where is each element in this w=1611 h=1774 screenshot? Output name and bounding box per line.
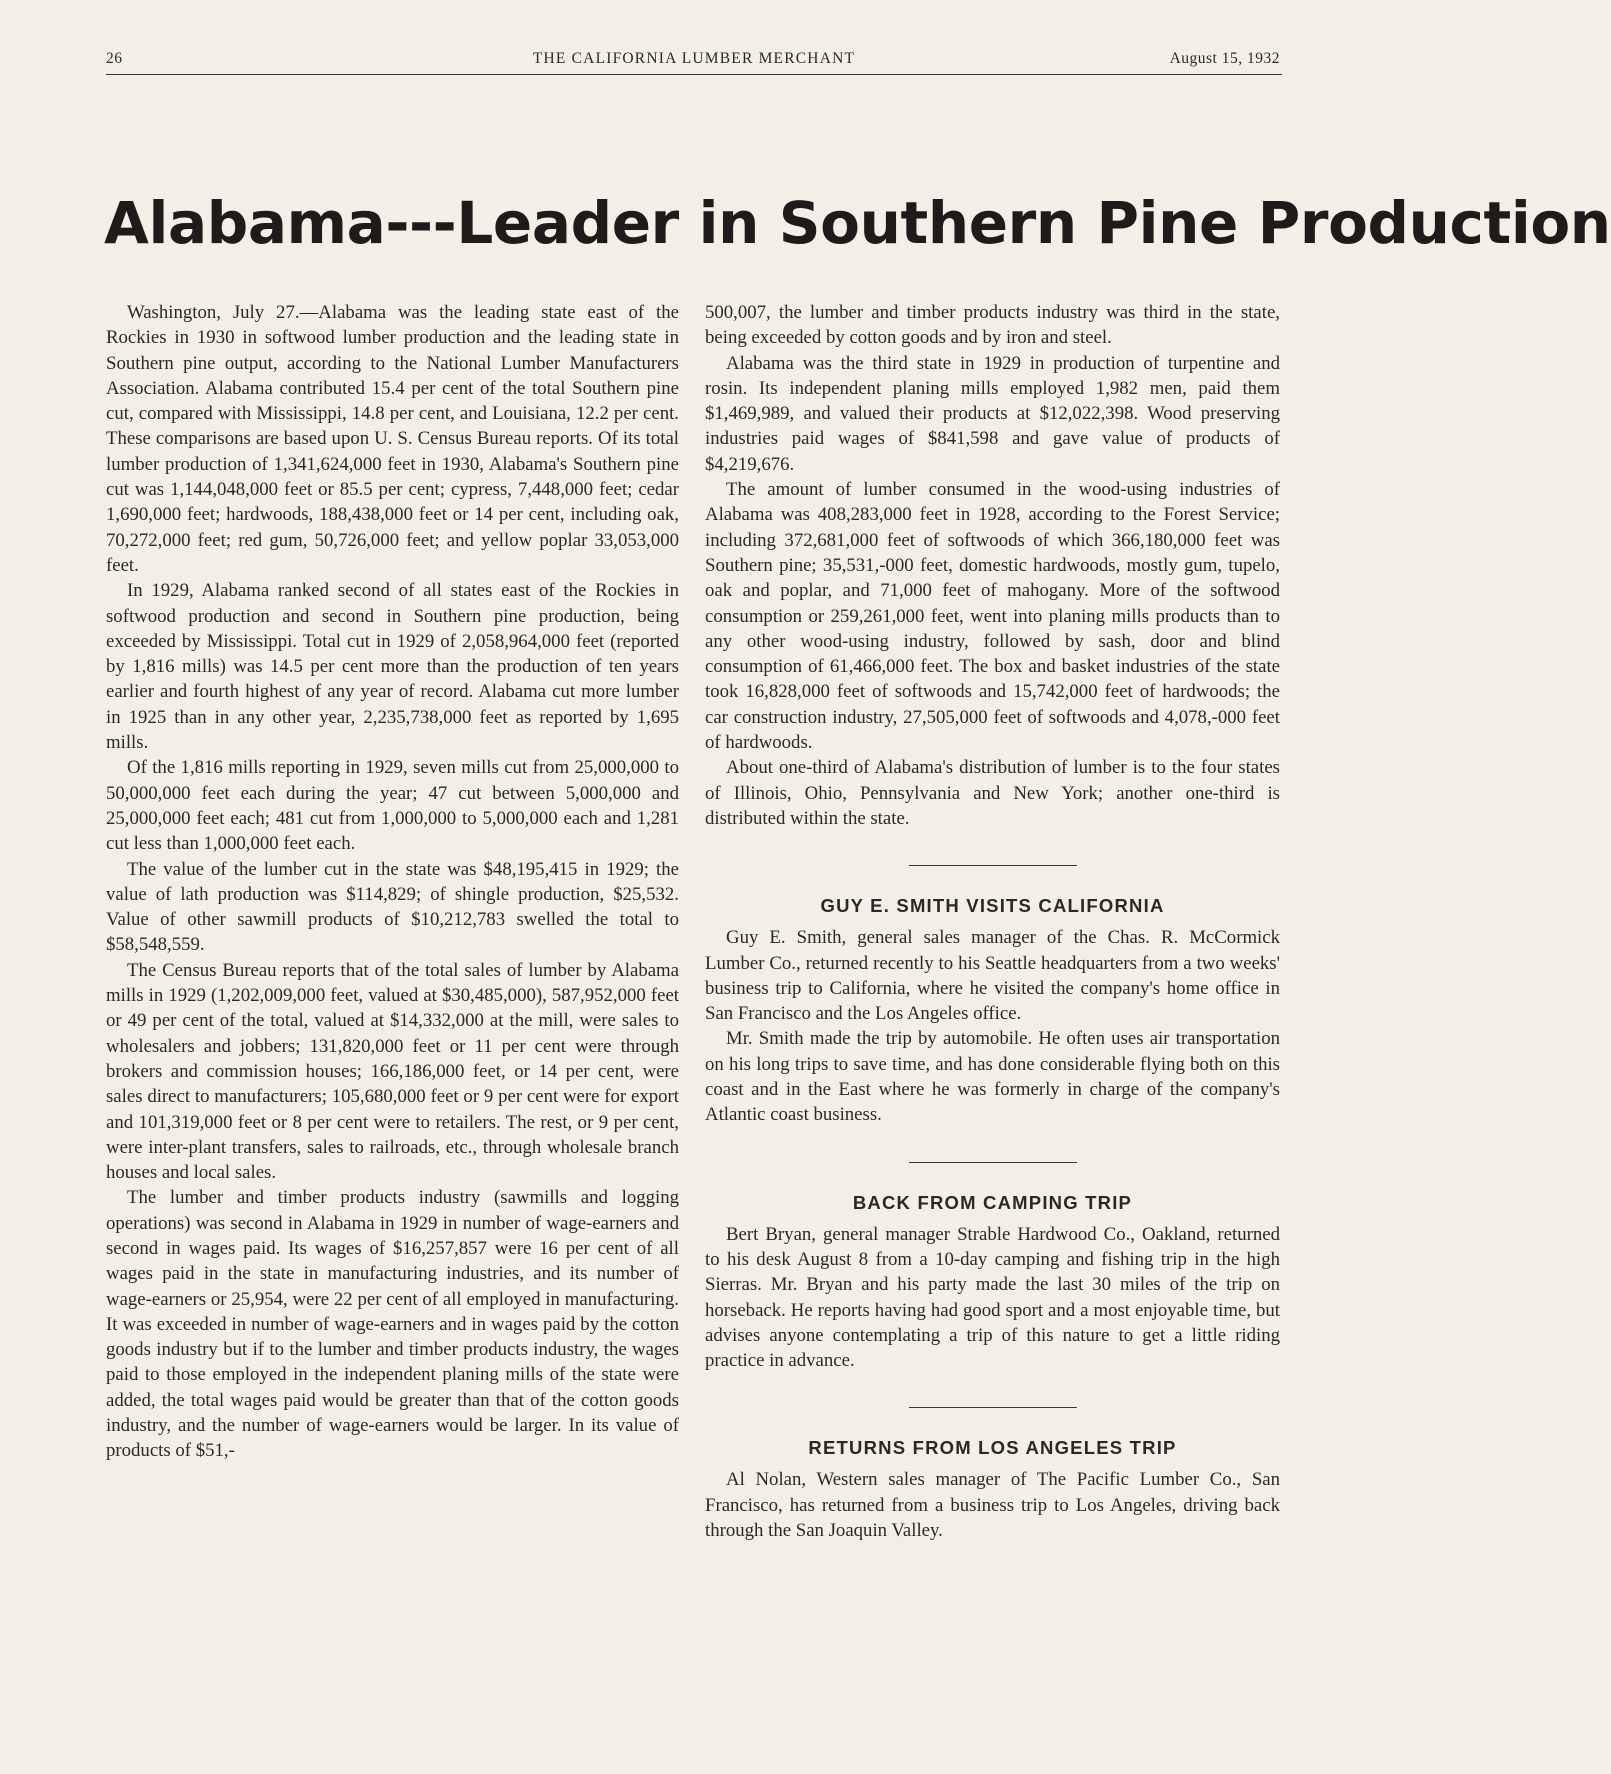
page-header xyxy=(106,50,1282,75)
right-column xyxy=(705,300,1280,1543)
issue-date: August 15, 1932 xyxy=(1169,50,1280,67)
article-continuation: 500,007, the lumber and timber products industry was third in the state, being exceeded by cotton goods and by iron and steel. xyxy=(705,302,1280,349)
section-divider xyxy=(909,1162,1077,1163)
item-heading-smith: GUY E. SMITH VISITS CALIFORNIA xyxy=(820,895,1165,917)
article-paragraph: The Census Bureau reports that of the total sales of lumber by Alabama mills in 1929 (1,202,009,000 feet, valued at $30,485,000), 587,952,000 feet or 49 per cent of the total, valued at $14,332,000 at the mill, were sales to wholesalers and jobbers; 131,820,000 feet or 11 per cent were through brokers and commission houses; 166,186,000 feet, or 14 per cent, were sales direct to manufacturers; 105,680,000 feet or 9 per cent were for export and 101,319,000 feet or 8 per cent were to retailers. The rest, or 9 per cent, were inter-plant transfers, sales to railroads, etc., through wholesale branch houses and local sales. xyxy=(106,959,679,1184)
article-paragraph: In 1929, Alabama ranked second of all states east of the Rockies in softwood production and second in Southern pine production, being exceeded by Mississippi. Total cut in 1929 of 2,058,964,000 feet (reported by 1,816 mills) was 14.5 per cent more than the production of ten years earlier and fourth highest of any year of record. Alabama cut more lumber in 1925 than in any other year, 2,235,738,000 feet as reported by 1,695 mills. xyxy=(106,580,679,754)
item-heading-los-angeles: RETURNS FROM LOS ANGELES TRIP xyxy=(808,1437,1177,1459)
item-paragraph: Guy E. Smith, general sales manager of the Chas. R. McCormick Lumber Co., returned recently to his Seattle headquarters from a two weeks' business trip to California, where he visited the company's home office in San Francisco and the Los Angeles office. xyxy=(705,927,1280,1025)
article-paragraph: The value of the lumber cut in the state was $48,195,415 in 1929; the value of lath production was $114,829; of shingle production, $25,532. Value of other sawmill products of $10,212,783 swelled the total to $58,548,559. xyxy=(106,858,679,956)
item-paragraph: Mr. Smith made the trip by automobile. He often uses air transportation on his long trips to save time, and has done considerable flying both on this coast and in the East where he was formerly in charge of the company's Atlantic coast business. xyxy=(705,1028,1280,1126)
article-paragraph: Washington, July 27.—Alabama was the leading state east of the Rockies in 1930 in softwood lumber production and the leading state in Southern pine output, according to the National Lumber Manufacturers Association. Alabama contributed 15.4 per cent of the total Southern pine cut, compared with Mississippi, 14.8 per cent, and Louisiana, 12.2 per cent. These comparisons are based upon U. S. Census Bureau reports. Of its total lumber production of 1,341,624,000 feet in 1930, Alabama's Southern pine cut was 1,144,048,000 feet or 85.5 per cent; cypress, 7,448,000 feet; cedar 1,690,000 feet; hardwoods, 188,438,000 feet or 14 per cent, including oak, 70,272,000 feet; red gum, 50,726,000 feet; and yellow poplar 33,053,000 feet. xyxy=(106,302,679,576)
article-paragraph: About one-third of Alabama's distribution of lumber is to the four states of Illinois, Ohio, Pennsylvania and New York; another one-third is distributed within the state. xyxy=(705,757,1280,829)
article-paragraph: The amount of lumber consumed in the wood-using industries of Alabama was 408,283,000 feet in 1928, according to the Forest Service; including 372,681,000 feet of softwoods of which 366,180,000 feet was Southern pine; 35,531,-000 feet, domestic hardwoods, mostly gum, tupelo, oak and poplar, and 71,000 feet of mahogany. More of the softwood consumption or 259,261,000 feet, went into planing mills products than to any other wood-using industry, followed by sash, door and blind consumption of 61,466,000 feet. The box and basket industries of the state took 16,828,000 feet of softwoods and 15,742,000 feet of hardwoods; the car construction industry, 27,505,000 feet of softwoods and 4,078,-000 feet of hardwoods. xyxy=(705,479,1280,754)
masthead: THE CALIFORNIA LUMBER MERCHANT xyxy=(532,50,856,67)
article-headline: Alabama---Leader in Southern Pine Production xyxy=(104,188,1611,257)
page-number: 26 xyxy=(106,50,123,67)
left-column xyxy=(106,300,679,1464)
article-paragraph: Alabama was the third state in 1929 in production of turpentine and rosin. Its independent planing mills employed 1,982 men, paid them $1,469,989, and valued their products at $12,022,398. Wood preserving industries paid wages of $841,598 and gave value of products of $4,219,676. xyxy=(705,352,1280,475)
item-heading-camping: BACK FROM CAMPING TRIP xyxy=(852,1191,1133,1213)
article-paragraph: Of the 1,816 mills reporting in 1929, seven mills cut from 25,000,000 to 50,000,000 feet each during the year; 47 cut between 5,000,000 and 25,000,000 feet each; 481 cut from 1,000,000 to 5,000,000 each and 1,281 cut less than 1,000,000 feet each. xyxy=(106,757,679,855)
article-paragraph: The lumber and timber products industry (sawmills and logging operations) was second in Alabama in 1929 in number of wage-earners and second in wages paid. Its wages of $16,257,857 were 16 per cent of all wages paid in the state in manufacturing industries, and its number of wage-earners or 25,954, were 22 per cent of all employed in manufacturing. It was exceeded in number of wage-earners and in wages paid by the cotton goods industry but if to the lumber and timber products industry, the wages paid to those employed in the independent planing mills of the state were added, the total wages paid would be greater than that of the cotton goods industry, and the number of wage-earners would be larger. In its value of products of $51,- xyxy=(106,1187,679,1462)
section-divider xyxy=(909,1407,1077,1408)
section-divider xyxy=(909,865,1077,866)
item-paragraph: Al Nolan, Western sales manager of The Pacific Lumber Co., San Francisco, has returned from a business trip to Los Angeles, driving back through the San Joaquin Valley. xyxy=(705,1469,1280,1541)
item-paragraph: Bert Bryan, general manager Strable Hardwood Co., Oakland, returned to his desk August 8 from a 10-day camping and fishing trip in the high Sierras. Mr. Bryan and his party made the last 30 miles of the trip on horseback. He reports having had good sport and a most enjoyable time, but advises anyone contemplating a trip of this nature to get a little riding practice in advance. xyxy=(705,1223,1280,1372)
